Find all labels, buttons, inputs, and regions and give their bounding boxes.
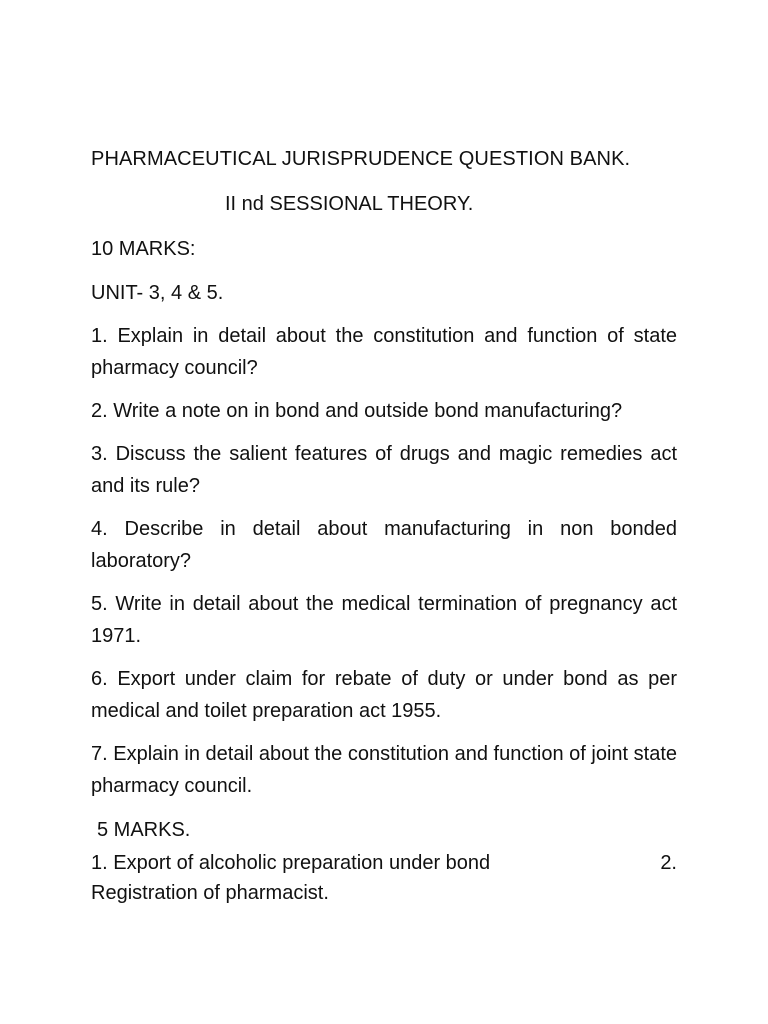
unit-line: UNIT- 3, 4 & 5. (91, 282, 224, 304)
ten-mark-question-list (91, 320, 677, 802)
question-item: 7. Explain in detail about the constitution and function of joint state pharmacy council. (91, 743, 677, 797)
document-subtitle: II nd SESSIONAL THEORY. (225, 193, 474, 215)
question-item: 4. Describe in detail about manufacturing in non bonded laboratory? (91, 518, 677, 572)
five-mark-line-1 (91, 848, 677, 878)
question-item: 5. Write in detail about the medical termination of pregnancy act 1971. (91, 593, 677, 647)
document-body (91, 143, 677, 908)
five-marks-heading: 5 MARKS. (97, 819, 191, 841)
question-item: 2. Write a note on in bond and outside bond manufacturing? (91, 400, 623, 422)
five-mark-question-2-number: 2. (660, 852, 677, 874)
five-mark-question-2-text: Registration of pharmacist. (91, 882, 329, 904)
ten-marks-heading: 10 MARKS: (91, 238, 196, 260)
document-title: PHARMACEUTICAL JURISPRUDENCE QUESTION BANK. (91, 148, 631, 170)
question-item: 6. Export under claim for rebate of duty or under bond as per medical and toilet preparation act 1955. (91, 668, 677, 722)
five-mark-question-1: 1. Export of alcoholic preparation under bond (91, 852, 491, 874)
question-item: 1. Explain in detail about the constitution and function of state pharmacy council? (91, 325, 677, 379)
question-item: 3. Discuss the salient features of drugs and magic remedies act and its rule? (91, 443, 677, 497)
